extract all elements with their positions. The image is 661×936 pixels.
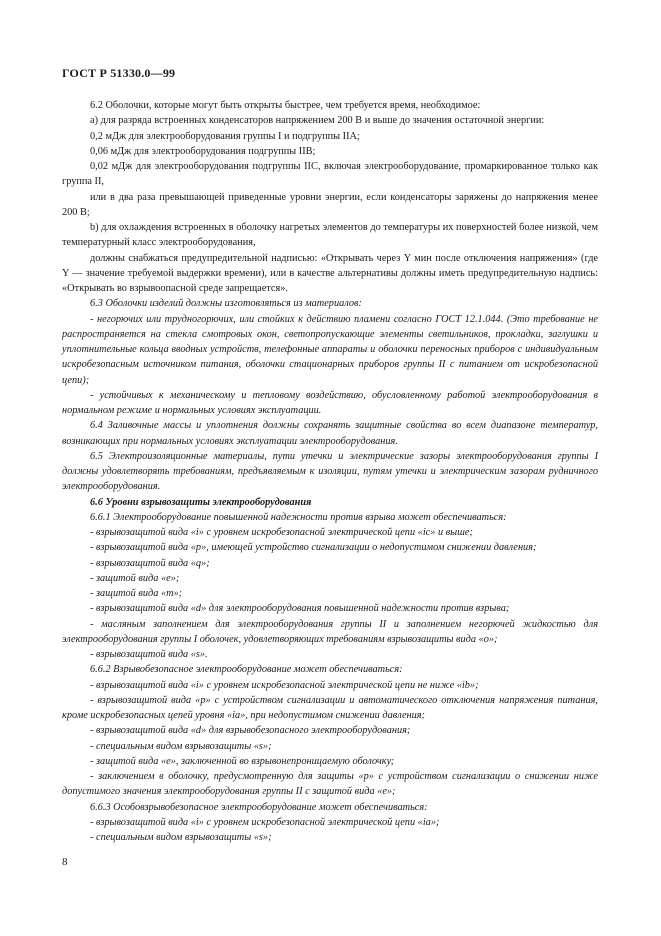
paragraph: - масляным заполнением для электрооборудования группы II и заполнением негорючей жидкостью для электрооборудования группы I оболочек, удовлетворяющих требованиям взрывозащиты вида «о»; <box>62 618 598 645</box>
paragraph: 6.2 Оболочки, которые могут быть открыты быстрее, чем требуется время, необходимое: <box>90 100 481 111</box>
paragraph: - заключением в оболочку, предусмотренную для защиты «р» с устройством сигнализации о снижении ниже допустимого значения электрооборудования группы II с защитой вида «е»; <box>62 771 598 798</box>
paragraph: - взрывозащитой вида «i» с уровнем искробезопасной электрической цепи не ниже «ib»; <box>90 679 479 691</box>
standard-code-header: ГОСТ Р 51330.0—99 <box>62 66 176 80</box>
paragraph: - взрывозащитой вида «р», имеющей устройство сигнализации о недопустимом снижении давления; <box>90 542 537 554</box>
paragraph: или в два раза превышающей приведенные уровни энергии, если конденсаторы заряжены до напряжения менее 200 В; <box>62 191 598 218</box>
paragraph: 0,2 мДж для электрооборудования группы I и подгруппы IIА; <box>90 130 360 142</box>
paragraph: - специальным видом взрывозащиты «s»; <box>90 740 272 752</box>
section-heading: 6.6 Уровни взрывозащиты электрооборудования <box>90 496 312 508</box>
paragraph: 6.6.3 Особовзрывобезопасное электрооборудование может обеспечиваться: <box>90 801 428 813</box>
paragraph: - специальным видом взрывозащиты «s»; <box>90 832 272 843</box>
document-body <box>62 98 598 845</box>
paragraph: - защитой вида «е», заключенной во взрывонепроницаемую оболочку; <box>90 755 395 767</box>
paragraph: - негорючих или трудногорючих, или стойких к действию пламени согласно ГОСТ 12.1.044. (Это требование не распространяется на стекла смотровых окон, светопропускающие элементы светильников, прокладки, заглушки и уплотнительные кольца вводных устройств, телефонные аппараты и оболочки переносных приборов с индивидуальным искробезопасным источником питания, оболочки стационарных приборов группы II с питанием от искробезопасной цепи); <box>62 313 598 386</box>
paragraph: 6.6.2 Взрывобезопасное электрооборудование может обеспечиваться: <box>90 664 403 676</box>
paragraph: - взрывозащитой вида «d» для взрывобезопасного электрооборудования; <box>90 725 411 737</box>
paragraph: 6.5 Электроизоляционные материалы, пути утечки и электрические зазоры электрооборудования группы I должны удовлетворять требованиям, предъявляемым к изоляции, путям утечки и электрическим зазорам рудничного электрооборудования. <box>62 450 598 493</box>
paragraph: - взрывозащитой вида «i» с уровнем искробезопасной электрической цепи «ia»; <box>90 816 440 828</box>
paragraph: должны снабжаться предупредительной надписью: «Открывать через Y мин после отключения напряжения» (где Y — значение требуемой выдержки времени), или в качестве альтернативы должны иметь предупредительную надпись: «Открывать во взрывоопасной среде запрещается». <box>62 252 598 294</box>
paragraph: 0,02 мДж для электрооборудования подгруппы IIС, включая электрооборудование, промаркированное только как группа II, <box>62 161 598 188</box>
paragraph: - взрывозащитой вида «р» с устройством сигнализации и автоматического отключения напряжения питания, кроме искробезопасных цепей уровня «ia», при недопустимом снижении давления; <box>62 694 598 721</box>
paragraph: - защитой вида «е»; <box>90 572 180 584</box>
paragraph: - взрывозащитой вида «d» для электрооборудования повышенной надежности против взрыва; <box>90 603 510 615</box>
paragraph: b) для охлаждения встроенных в оболочку нагретых элементов до температуры их поверхностей более низкой, чем температурный класс электрооборудования, <box>62 222 598 249</box>
paragraph: а) для разряда встроенных конденсаторов напряжением 200 В и выше до значения остаточной энергии: <box>90 115 545 127</box>
paragraph: - защитой вида «m»; <box>90 588 183 599</box>
paragraph: 6.3 Оболочки изделий должны изготовляться из материалов: <box>90 298 362 310</box>
paragraph: - взрывозащитой вида «i» с уровнем искробезопасной электрической цепи «ic» и выше; <box>90 527 473 538</box>
page-number: 8 <box>62 856 68 868</box>
paragraph: 6.4 Заливочные массы и уплотнения должны сохранять защитные свойства во всем диапазоне температур, возникающих при нормальных условиях эксплуатации электрооборудования. <box>62 420 598 447</box>
paragraph: - устойчивых к механическому и тепловому воздействию, обусловленному работой электрооборудования в нормальном режиме и нормальных условиях эксплуатации. <box>62 389 598 416</box>
paragraph: - взрывозащитой вида «s». <box>90 649 208 660</box>
paragraph: 0,06 мДж для электрооборудования подгруппы IIВ; <box>90 145 316 157</box>
paragraph: - взрывозащитой вида «q»; <box>90 557 210 569</box>
paragraph: 6.6.1 Электрооборудование повышенной надежности против взрыва может обеспечиваться: <box>90 511 507 523</box>
